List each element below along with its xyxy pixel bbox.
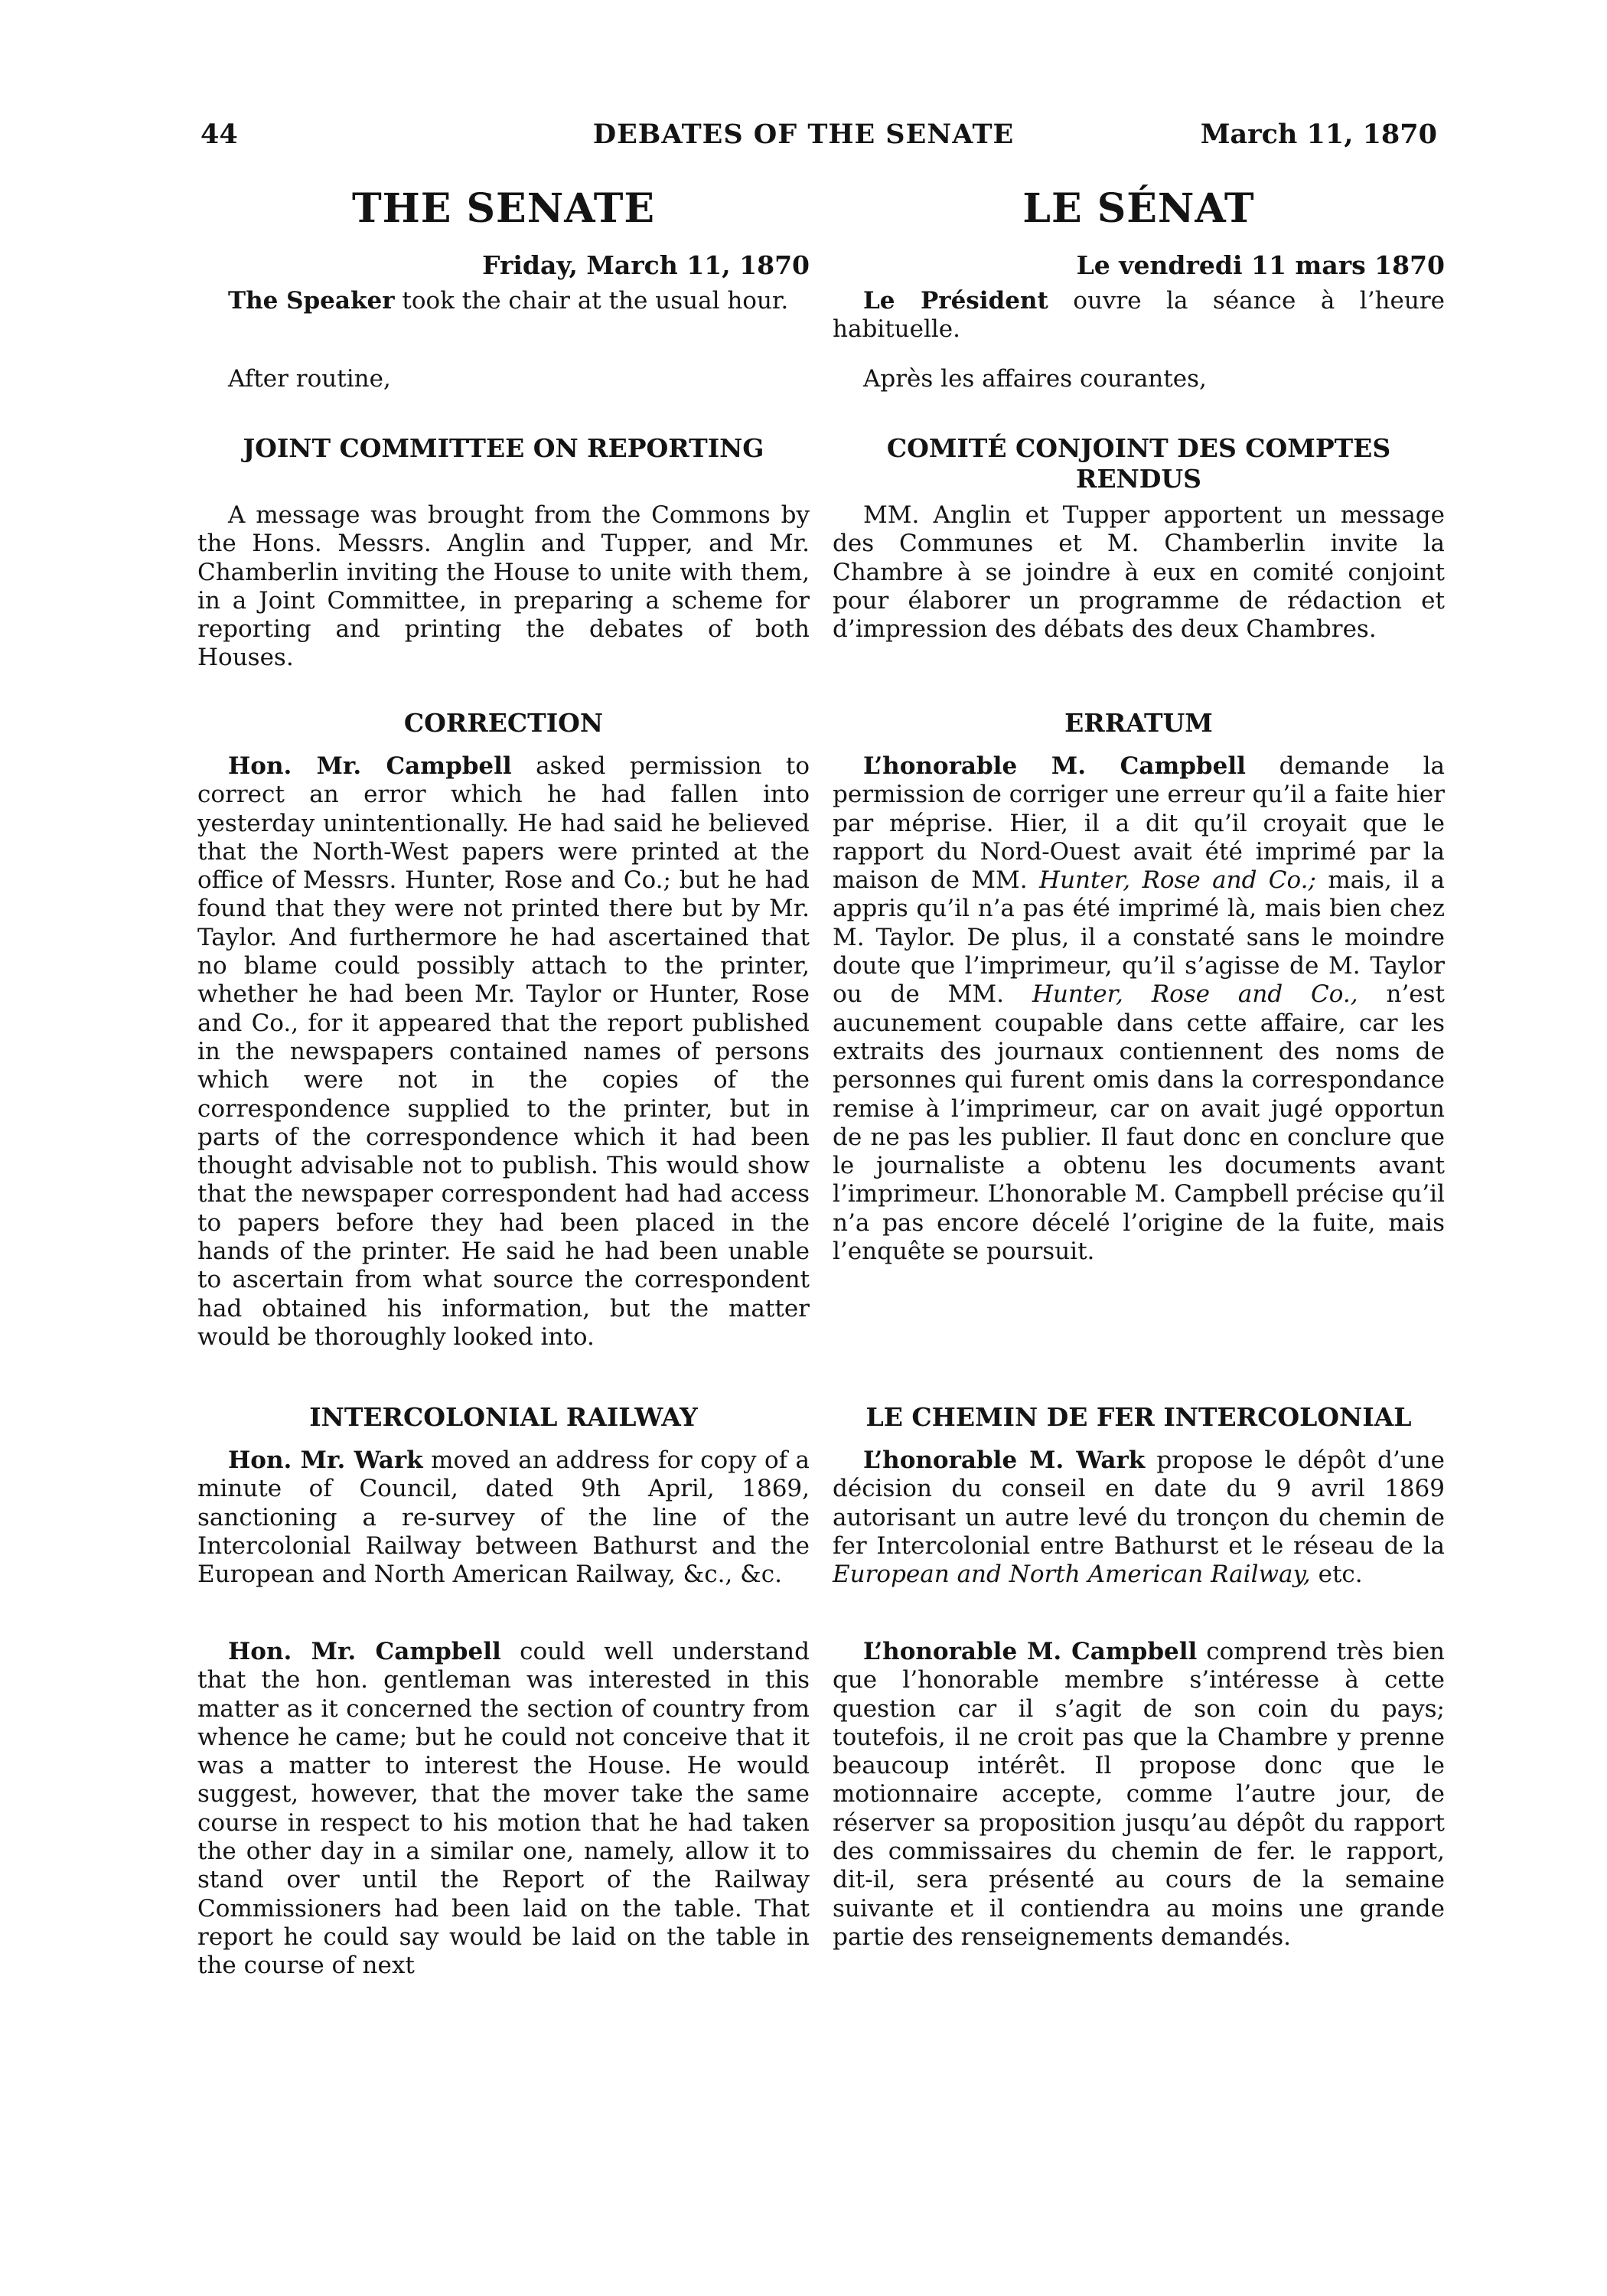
running-title: DEBATES OF THE SENATE [592,119,1015,150]
intro-paragraph-fr: Le Président ouvre la séance à l’heure habituelle. [833,287,1445,344]
railway-paragraph-1-en: Hon. Mr. Wark moved an address for copy of a minute of Council, dated 9th April, 1869, sanctioning a re-survey of the line of the Intercolonial Railway between Bathurst and the European and North American Railway, &c., &c. [197,1446,810,1589]
correction-paragraph-en: Hon. Mr. Campbell asked permission to correct an error which he had fallen into yesterday unintentionally. He had said he believed that the North-West papers were printed at the office of Messrs. Hunter, Rose and Co.; but he had found that they were not printed there but by Mr. Taylor. And furthermore he had ascertained that no blame could possibly attach to the printer, whether he had been Mr. Taylor or Hunter, Rose and Co., for it appeared that the report published in the newspapers contained names of persons which were not in the copies of the correspondence supplied to the printer, but in parts of the correspondence which it had been thought advisable not to publish. This would show that the newspaper correspondent had had access to papers before they had been placed in the hands of the printer. He said he had been unable to ascertain from what source the correspondent had obtained his information, but the matter would be thoroughly looked into. [197,752,810,1351]
heading-intercolonial-railway-en: INTERCOLONIAL RAILWAY [309,1402,698,1432]
heading-joint-committee-fr: COMITÉ CONJOINT DES COMPTES RENDUS [886,433,1391,494]
sitting-date-fr: Le vendredi 11 mars 1870 [1076,250,1445,280]
speaker-name: L’honorable M. Campbell [863,752,1246,780]
heading-erratum-fr: ERRATUM [1064,708,1213,738]
speaker-name: Le Président [863,287,1048,315]
senate-title-en: THE SENATE [351,185,656,232]
railway-paragraph-2-fr: L’honorable M. Campbell comprend très bien que l’honorable membre s’intéresse à cette question car il s’agit de son coin du pays; toutefois, il ne croit pas que la Chambre y prenne beaucoup intérêt. Il propose donc que le motionnaire accepte, comme l’autre jour, de réserver sa proposition jusqu’au dépôt du rapport des commissaires du chemin de fer. le rapport, dit-il, sera présenté au cours de la semaine suivante et il contiendra au moins une grande partie des renseignements demandés. [833,1638,1446,1951]
speaker-name: The Speaker [228,287,395,315]
after-routine-en: After routine, [228,365,391,393]
page-number: 44 [200,119,238,150]
intro-paragraph-en: The Speaker took the chair at the usual hour. [228,287,789,315]
heading-correction-en: CORRECTION [403,708,604,738]
railway-paragraph-1-fr: L’honorable M. Wark propose le dépôt d’une décision du conseil en date du 9 avril 1869 autorisant un autre levé du tronçon du chemin de fer Intercolonial entre Bathurst et le réseau de la European and North American Railway, etc. [833,1446,1445,1589]
heading-joint-committee-en: JOINT COMMITTEE ON REPORTING [243,433,764,463]
railway-paragraph-2-en: Hon. Mr. Campbell could well understand that the hon. gentleman was interested in this matter as it concerned the section of country from whence he came; but he could not conceive that it was a matter to interest the House. He would suggest, however, that the mover take the same course in respect to his motion that he had taken the other day in a similar one, namely, allow it to stand over until the Report of the Railway Commissioners had been laid on the table. That report he could say would be laid on the table in the course of next [197,1638,810,1980]
speaker-name: Hon. Mr. Campbell [228,752,512,780]
joint-committee-paragraph-fr: MM. Anglin et Tupper apportent un message des Communes et M. Chamberlin invite la Chambre à se joindre à eux en comité conjoint pour élaborer un programme de rédaction et d’impression des débats des deux Chambres. [833,501,1445,644]
heading-intercolonial-railway-fr: LE CHEMIN DE FER INTERCOLONIAL [865,1402,1412,1432]
railway-name: European and North American Railway, [833,1561,1311,1589]
running-date: March 11, 1870 [1200,119,1437,150]
senate-title-fr: LE SÉNAT [1022,185,1255,232]
speaker-name: L’honorable M. Campbell [863,1638,1198,1665]
firm-name: Hunter, Rose and Co.; [1039,866,1316,895]
erratum-paragraph-fr: L’honorable M. Campbell demande la permission de corriger une erreur qu’il a faite hier par méprise. Hier, il a dit qu’il croyait que le rapport du Nord-Ouest avait été imprimé par la maison de MM. Hunter, Rose and Co.; mais, il a appris qu’il n’a pas été imprimé là, mais bien chez M. Taylor. De plus, il a constaté sans le moindre doute que l’imprimeur, qu’il s’agisse de M. Taylor ou de MM. Hunter, Rose and Co., n’est aucunement coupable dans cette affaire, car les extraits des journaux contiennent des noms de personnes qui furent omis dans la correspondance remise à l’imprimeur, car on avait jugé opportun de ne pas les publier. Il faut donc en conclure que le journaliste a obtenu les documents avant l’imprimeur. L’honorable M. Campbell précise qu’il n’a pas encore décelé l’origine de la fuite, mais l’enquête se poursuit. [833,752,1446,1266]
speaker-name: Hon. Mr. Campbell [228,1638,501,1665]
speaker-name: L’honorable M. Wark [863,1446,1146,1474]
firm-name: Hunter, Rose and Co., [1032,980,1358,1009]
speaker-name: Hon. Mr. Wark [228,1446,423,1474]
after-routine-fr: Après les affaires courantes, [863,365,1207,393]
joint-committee-paragraph-en: A message was brought from the Commons by the Hons. Messrs. Anglin and Tupper, and Mr. Chamberlin inviting the House to unite with them, in a Joint Committee, in preparing a scheme for reporting and printing the debates of both Houses. [197,501,810,672]
sitting-date-en: Friday, March 11, 1870 [482,250,810,280]
